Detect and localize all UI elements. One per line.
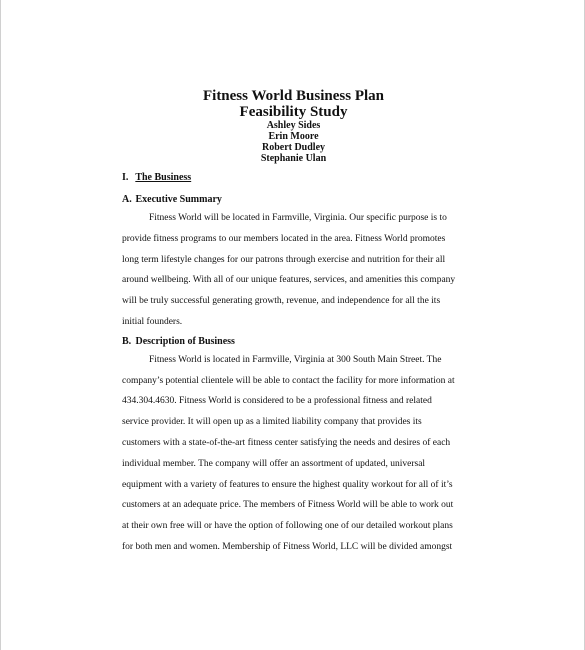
author-name: Robert Dudley bbox=[261, 142, 326, 153]
text-line: service provider. It will open up as a limited liability company that provides its bbox=[122, 417, 422, 428]
subsection-number: B. bbox=[122, 335, 132, 347]
text-line: Fitness World will be located in Farmville, Virginia. Our specific purpose is to bbox=[149, 213, 447, 223]
author-name: Stephanie Ulan bbox=[260, 153, 327, 164]
text-line: provide fitness programs to our members located in the area. Fitness World promotes bbox=[122, 233, 446, 244]
subsection-heading-description-of-business bbox=[122, 335, 447, 348]
author-name: Erin Moore bbox=[268, 131, 319, 142]
document-subtitle: Feasibility Study bbox=[239, 104, 348, 120]
text-line: customers at an adequate price. The members of Fitness World will be able to work out bbox=[122, 500, 454, 511]
subsection-heading-executive-summary bbox=[122, 193, 447, 206]
text-line: at their own free will or have the option of following one of our detailed workout plans bbox=[122, 521, 453, 532]
description-of-business-paragraph bbox=[122, 350, 455, 558]
text-line: company’s potential clientele will be able to contact the facility for more information at bbox=[122, 375, 455, 386]
text-line: customers with a state-of-the-art fitness center satisfying the needs and desires of each bbox=[122, 437, 451, 448]
text-line: equipment with a variety of features to ensure the highest quality workout for all of it’s bbox=[122, 479, 453, 490]
text-line: for both men and women. Membership of Fitness World, LLC will be divided amongst bbox=[122, 541, 453, 552]
text-line: long term lifestyle changes for our patrons through exercise and nutrition for their all bbox=[122, 254, 446, 265]
author-name: Ashley Sides bbox=[266, 120, 321, 131]
text-line: 434.304.4630. Fitness World is considered to be a professional fitness and related bbox=[122, 396, 432, 407]
text-line: individual member. The company will offer an assortment of updated, universal bbox=[122, 458, 426, 469]
text-line: will be truly successful generating growth, revenue, and independence for all the its bbox=[122, 296, 441, 307]
subsection-title: Description of Business bbox=[135, 335, 235, 347]
section-heading-business bbox=[122, 171, 447, 184]
text-line: around wellbeing. With all of our unique features, services, and amenities this company bbox=[122, 275, 456, 286]
text-line: initial founders. bbox=[122, 316, 183, 327]
title-block bbox=[1, 88, 585, 164]
subsection-title: Executive Summary bbox=[135, 194, 222, 205]
section-title: The Business bbox=[135, 172, 192, 183]
document-title: Fitness World Business Plan bbox=[202, 88, 385, 104]
executive-summary-paragraph bbox=[122, 208, 456, 333]
text-line: Fitness World is located in Farmville, Virginia at 300 South Main Street. The bbox=[149, 354, 442, 365]
section-number: I. bbox=[122, 172, 129, 183]
subsection-number: A. bbox=[122, 194, 132, 205]
document-body bbox=[122, 171, 456, 558]
